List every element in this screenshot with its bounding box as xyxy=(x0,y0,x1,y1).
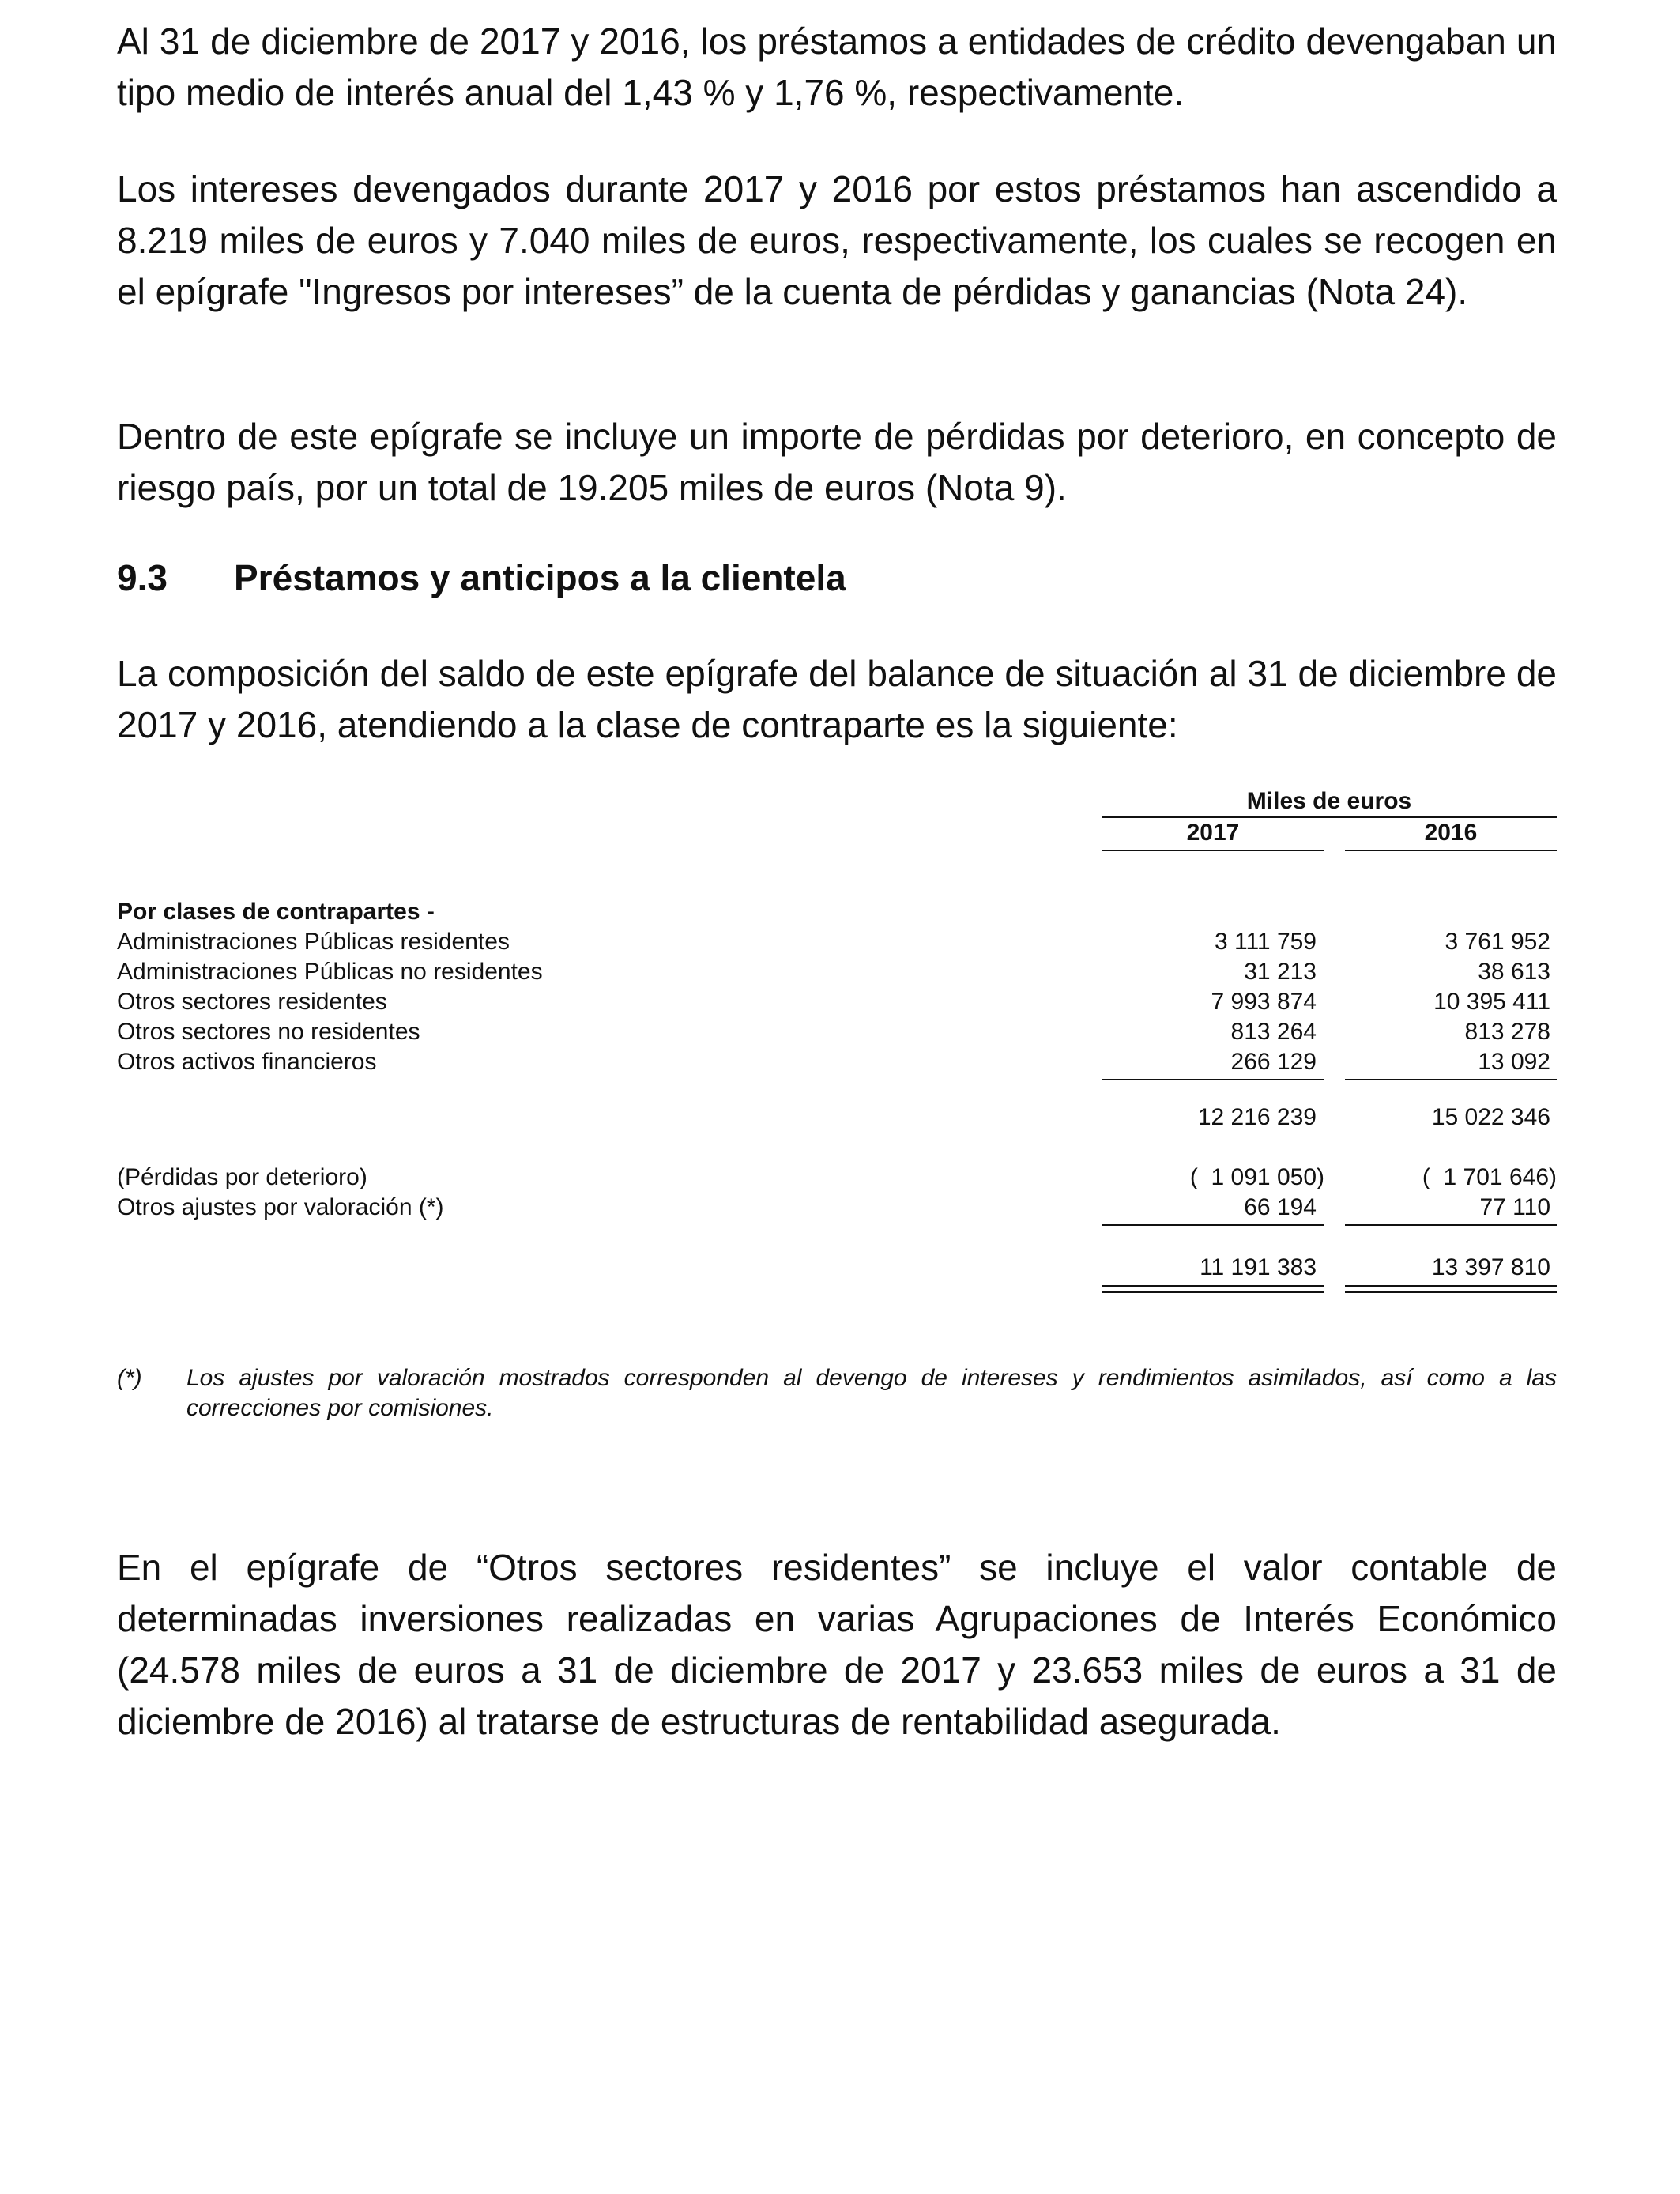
value-2016: 77 110 xyxy=(1479,1194,1550,1220)
value-2017: ( 1 091 050) xyxy=(1189,1164,1324,1190)
total-rule-2016 xyxy=(1345,1224,1557,1226)
subtotal-rule-2016 xyxy=(1345,1079,1557,1080)
section-label: Por clases de contrapartes - xyxy=(117,899,435,925)
row-label: Otros ajustes por valoración (*) xyxy=(117,1194,444,1220)
value-2017: 7 993 874 xyxy=(1211,989,1317,1015)
value-2016: 10 395 411 xyxy=(1433,989,1550,1015)
row-label: Otros activos financieros xyxy=(117,1049,377,1075)
footnote-mark: (*) xyxy=(117,1365,142,1391)
section-title: Préstamos y anticipos a la clientela xyxy=(234,557,846,598)
value-2017: 3 111 759 xyxy=(1214,929,1317,955)
total-row xyxy=(117,1253,1557,1283)
subtotal-2016: 15 022 346 xyxy=(1431,1104,1550,1130)
value-2016: 38 613 xyxy=(1478,959,1550,985)
value-2017: 266 129 xyxy=(1230,1049,1317,1075)
year-header-2016: 2016 xyxy=(1345,818,1557,851)
footnote-text: Los ajustes por valoración mostrados corresponden al devengo de intereses y rendimientos asimilados, así como a las correcciones por comisiones. xyxy=(186,1365,1557,1421)
year-header-2017: 2017 xyxy=(1102,818,1324,851)
table-row xyxy=(117,957,1557,987)
table-row xyxy=(117,1017,1557,1047)
row-label: (Pérdidas por deterioro) xyxy=(117,1164,367,1190)
paragraph-accrued-interest: Los intereses devengados durante 2017 y 2016 por estos préstamos han ascendido a 8.219 miles de euros y 7.040 miles de euros, respectivamente, los cuales se recogen en el epígrafe "Ingresos por intereses” de la cuenta de pérdidas y ganancias (Nota 24). xyxy=(117,168,1557,312)
value-2016: ( 1 701 646) xyxy=(1422,1164,1557,1190)
section-number: 9.3 xyxy=(117,557,168,598)
value-2016: 813 278 xyxy=(1464,1019,1550,1045)
unit-header: Miles de euros xyxy=(1102,786,1557,818)
subtotal-row xyxy=(117,1103,1557,1133)
paragraph-impairment: Dentro de este epígrafe se incluye un importe de pérdidas por deterioro, en concepto de riesgo país, por un total de 19.205 miles de euros (Nota 9). xyxy=(117,416,1557,508)
row-label: Administraciones Públicas no residentes xyxy=(117,959,543,985)
paragraph-interest-rate: Al 31 de diciembre de 2017 y 2016, los préstamos a entidades de crédito devengaban un tipo medio de interés anual del 1,43 % y 1,76 %, respectivamente. xyxy=(117,21,1557,113)
row-label: Administraciones Públicas residentes xyxy=(117,929,510,955)
total-2017: 11 191 383 xyxy=(1200,1254,1317,1280)
table-row xyxy=(117,1193,1557,1223)
value-2017: 66 194 xyxy=(1244,1194,1317,1220)
total-rule-2017 xyxy=(1102,1224,1324,1226)
total-2016: 13 397 810 xyxy=(1431,1254,1550,1280)
table-row xyxy=(117,1163,1557,1193)
paragraph-composition: La composición del saldo de este epígrafe del balance de situación al 31 de diciembre de 2017 y 2016, atendiendo a la clase de contraparte es la siguiente: xyxy=(117,653,1557,745)
total-double-rule-2016 xyxy=(1345,1285,1557,1293)
subtotal-rule-2017 xyxy=(1102,1079,1324,1080)
value-2017: 813 264 xyxy=(1230,1019,1317,1045)
total-double-rule-2017 xyxy=(1102,1285,1324,1293)
value-2016: 3 761 952 xyxy=(1445,929,1550,955)
value-2017: 31 213 xyxy=(1244,959,1317,985)
row-label: Otros sectores residentes xyxy=(117,989,387,1015)
table-row xyxy=(117,987,1557,1017)
table-row xyxy=(117,927,1557,957)
row-label: Otros sectores no residentes xyxy=(117,1019,420,1045)
section-heading xyxy=(117,554,846,601)
subtotal-2017: 12 216 239 xyxy=(1197,1104,1317,1130)
paragraph-other-sectors: En el epígrafe de “Otros sectores residentes” se incluye el valor contable de determinadas inversiones realizadas en varias Agrupaciones de Interés Económico (24.578 miles de euros a 31 de diciembre de 2017 y 23.653 miles de euros a 31 de diciembre de 2016) al tratarse de estructuras de rentabilidad asegurada. xyxy=(117,1547,1557,1742)
value-2016: 13 092 xyxy=(1478,1049,1550,1075)
table-section-row xyxy=(117,897,1557,927)
table-row xyxy=(117,1047,1557,1077)
